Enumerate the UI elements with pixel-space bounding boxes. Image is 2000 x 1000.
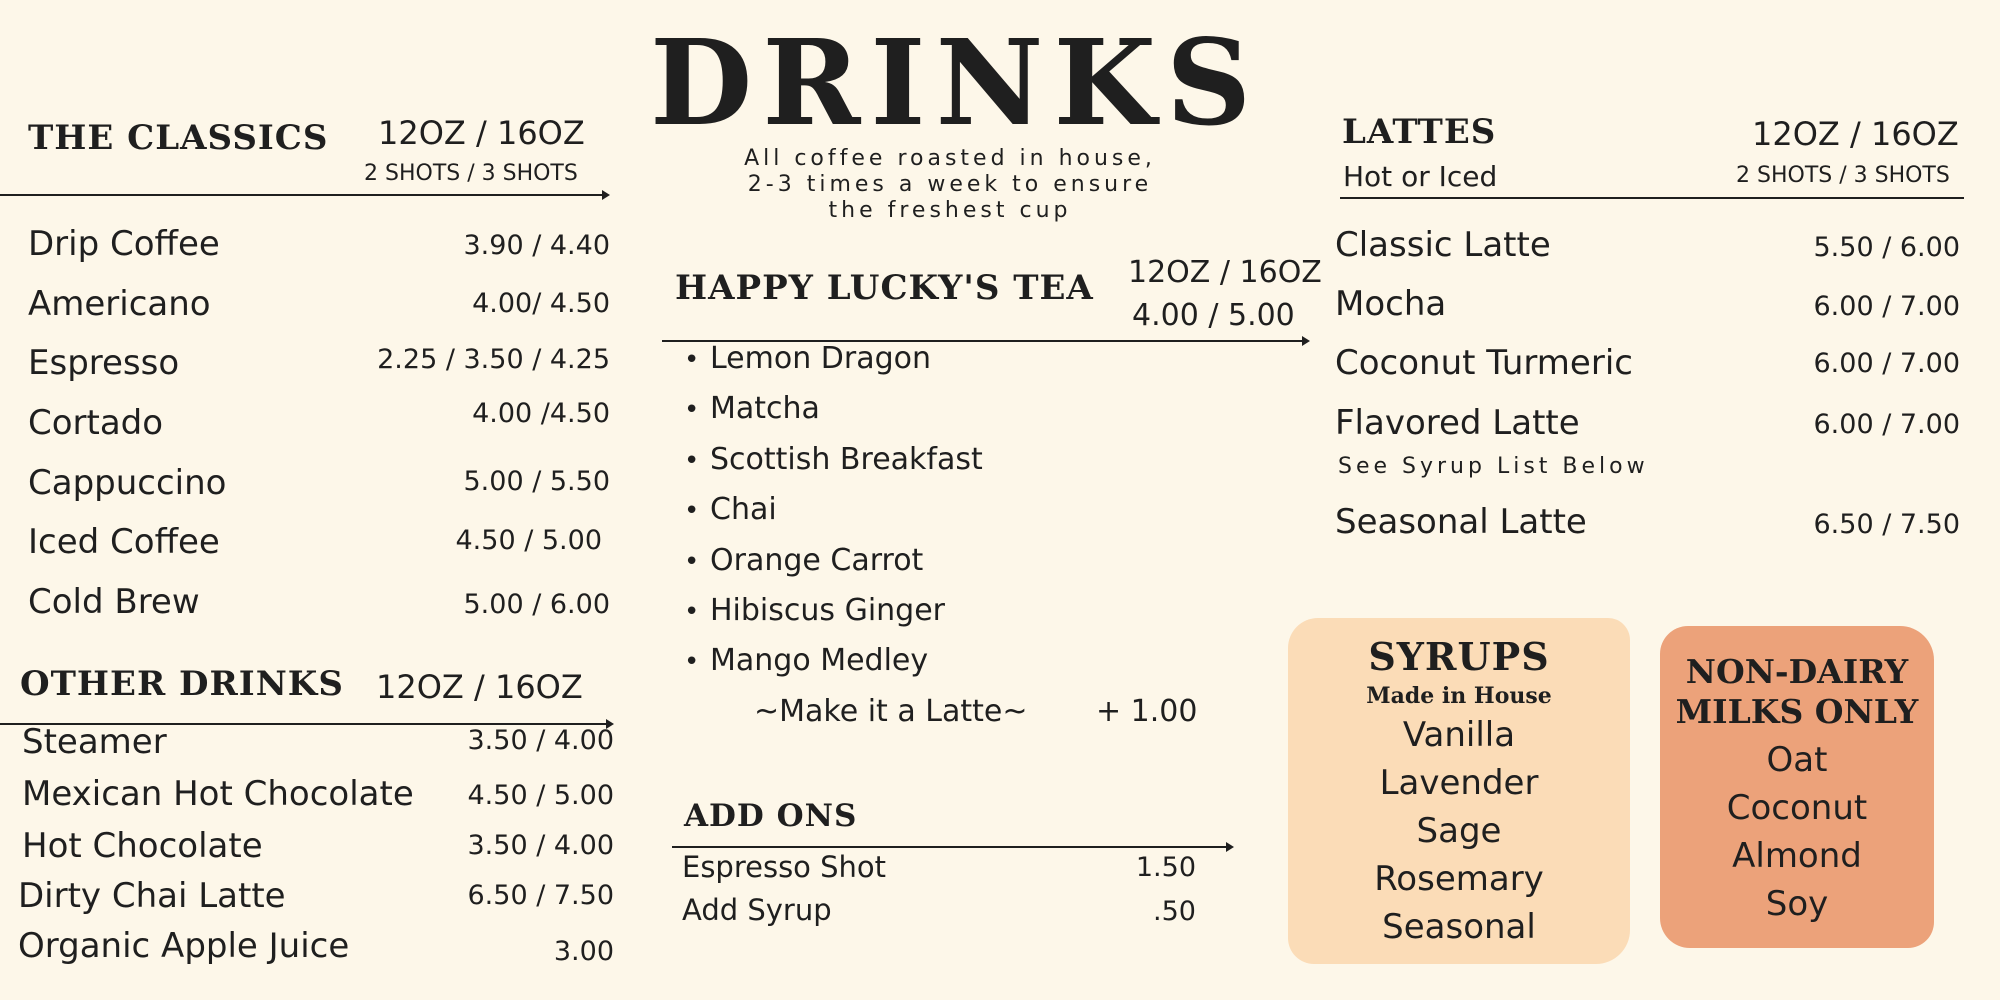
menu-item-name: Americano <box>28 284 211 324</box>
menu-item-name: Cold Brew <box>28 582 200 622</box>
tea-item: • Hibiscus Ginger <box>684 593 945 628</box>
milk-item: Almond <box>1732 836 1862 876</box>
tea-latte-price: + 1.00 <box>1096 694 1198 729</box>
tea-title: HAPPY LUCKY'S TEA <box>675 268 1094 308</box>
syrups-subtitle: Made in House <box>1366 683 1552 709</box>
milks-list <box>1660 736 1934 928</box>
addons-divider <box>672 846 1232 848</box>
classics-divider <box>0 194 608 196</box>
menu-item-name: Iced Coffee <box>28 522 220 562</box>
tagline-line: 2-3 times a week to ensure <box>747 172 1153 197</box>
latte-name: Seasonal Latte <box>1335 502 1587 542</box>
tea-price: 4.00 / 5.00 <box>1132 298 1295 333</box>
menu-item-price: 3.50 / 4.00 <box>467 725 614 756</box>
tea-sizes: 12OZ / 16OZ <box>1128 255 1322 290</box>
milks-box <box>1660 626 1934 948</box>
menu-item-name: Espresso <box>28 343 180 383</box>
syrup-item: Lavender <box>1379 763 1539 803</box>
menu-item-name: Dirty Chai Latte <box>18 876 286 916</box>
latte-price: 6.00 / 7.00 <box>1813 291 1960 322</box>
lattes-sizes: 12OZ / 16OZ <box>1752 115 1959 153</box>
tea-latte-label: ~Make it a Latte~ <box>754 694 1028 729</box>
addon-name: Espresso Shot <box>682 850 887 884</box>
menu-item-name: Steamer <box>22 722 167 762</box>
lattes-shots: 2 SHOTS / 3 SHOTS <box>1736 163 1950 188</box>
latte-price: 6.00 / 7.00 <box>1813 409 1960 440</box>
syrups-list <box>1288 711 1630 951</box>
tea-item: • Scottish Breakfast <box>684 442 983 477</box>
menu-item-price: 2.25 / 3.50 / 4.25 <box>377 344 610 375</box>
menu-item-price: 5.00 / 5.50 <box>463 466 610 497</box>
syrup-item: Rosemary <box>1374 859 1544 899</box>
menu-item-price: 6.50 / 7.50 <box>467 880 614 911</box>
latte-price: 6.50 / 7.50 <box>1813 509 1960 540</box>
menu-item-price: 4.00 /4.50 <box>472 398 610 429</box>
latte-price: 5.50 / 6.00 <box>1813 232 1960 263</box>
milks-title-line: NON-DAIRY <box>1685 652 1909 691</box>
menu-item-name: Cappuccino <box>28 463 227 503</box>
syrups-title: SYRUPS <box>1368 634 1550 679</box>
tagline-line: the freshest cup <box>828 198 1072 223</box>
latte-name: Classic Latte <box>1335 225 1551 265</box>
menu-item-price: 3.90 / 4.40 <box>463 230 610 261</box>
latte-name: Flavored Latte <box>1335 403 1580 443</box>
milk-item: Soy <box>1765 884 1829 924</box>
tea-item: • Lemon Dragon <box>684 341 931 376</box>
milk-item: Coconut <box>1726 788 1868 828</box>
tea-item: • Mango Medley <box>684 643 928 678</box>
menu-item-name: Hot Chocolate <box>22 826 263 866</box>
latte-name: Coconut Turmeric <box>1335 343 1633 383</box>
menu-item-price: 4.00/ 4.50 <box>472 288 610 319</box>
addon-price: .50 <box>1153 896 1196 927</box>
menu-item-price: 4.50 / 5.00 <box>455 525 602 556</box>
tagline-line: All coffee roasted in house, <box>744 146 1156 171</box>
tea-item: • Chai <box>684 492 777 527</box>
tea-item: • Orange Carrot <box>684 543 923 578</box>
lattes-divider <box>1340 197 1964 199</box>
syrup-item: Vanilla <box>1402 715 1516 755</box>
menu-item-name: Organic Apple Juice <box>18 926 350 966</box>
other-drinks-title: OTHER DRINKS <box>20 664 344 704</box>
tagline <box>650 146 1250 224</box>
tea-item: • Matcha <box>684 391 820 426</box>
milk-item: Oat <box>1766 740 1828 780</box>
menu-item-price: 5.00 / 6.00 <box>463 589 610 620</box>
menu-item-price: 3.50 / 4.00 <box>467 830 614 861</box>
menu-item-price: 4.50 / 5.00 <box>467 780 614 811</box>
latte-name: Mocha <box>1335 284 1447 324</box>
menu-item-name: Cortado <box>28 403 164 443</box>
addons-title: ADD ONS <box>684 798 858 834</box>
milks-title-line: MILKS ONLY <box>1675 692 1919 731</box>
syrups-box <box>1288 618 1630 964</box>
menu-item-price: 3.00 <box>553 936 614 967</box>
classics-title: THE CLASSICS <box>28 118 329 158</box>
classics-sizes: 12OZ / 16OZ <box>378 114 585 152</box>
menu-item-name: Drip Coffee <box>28 224 220 264</box>
other-drinks-sizes: 12OZ / 16OZ <box>376 668 583 706</box>
syrup-item: Seasonal <box>1382 907 1536 947</box>
lattes-subtitle: Hot or Iced <box>1343 160 1498 193</box>
syrup-item: Sage <box>1416 811 1502 851</box>
lattes-title: LATTES <box>1342 112 1497 152</box>
addon-name: Add Syrup <box>682 893 832 927</box>
flavored-latte-note: See Syrup List Below <box>1338 454 1649 479</box>
menu-item-name: Mexican Hot Chocolate <box>22 774 414 814</box>
addon-price: 1.50 <box>1135 852 1196 883</box>
latte-price: 6.00 / 7.00 <box>1813 348 1960 379</box>
page-title: DRINKS <box>650 13 1262 152</box>
classics-shots: 2 SHOTS / 3 SHOTS <box>364 161 578 186</box>
